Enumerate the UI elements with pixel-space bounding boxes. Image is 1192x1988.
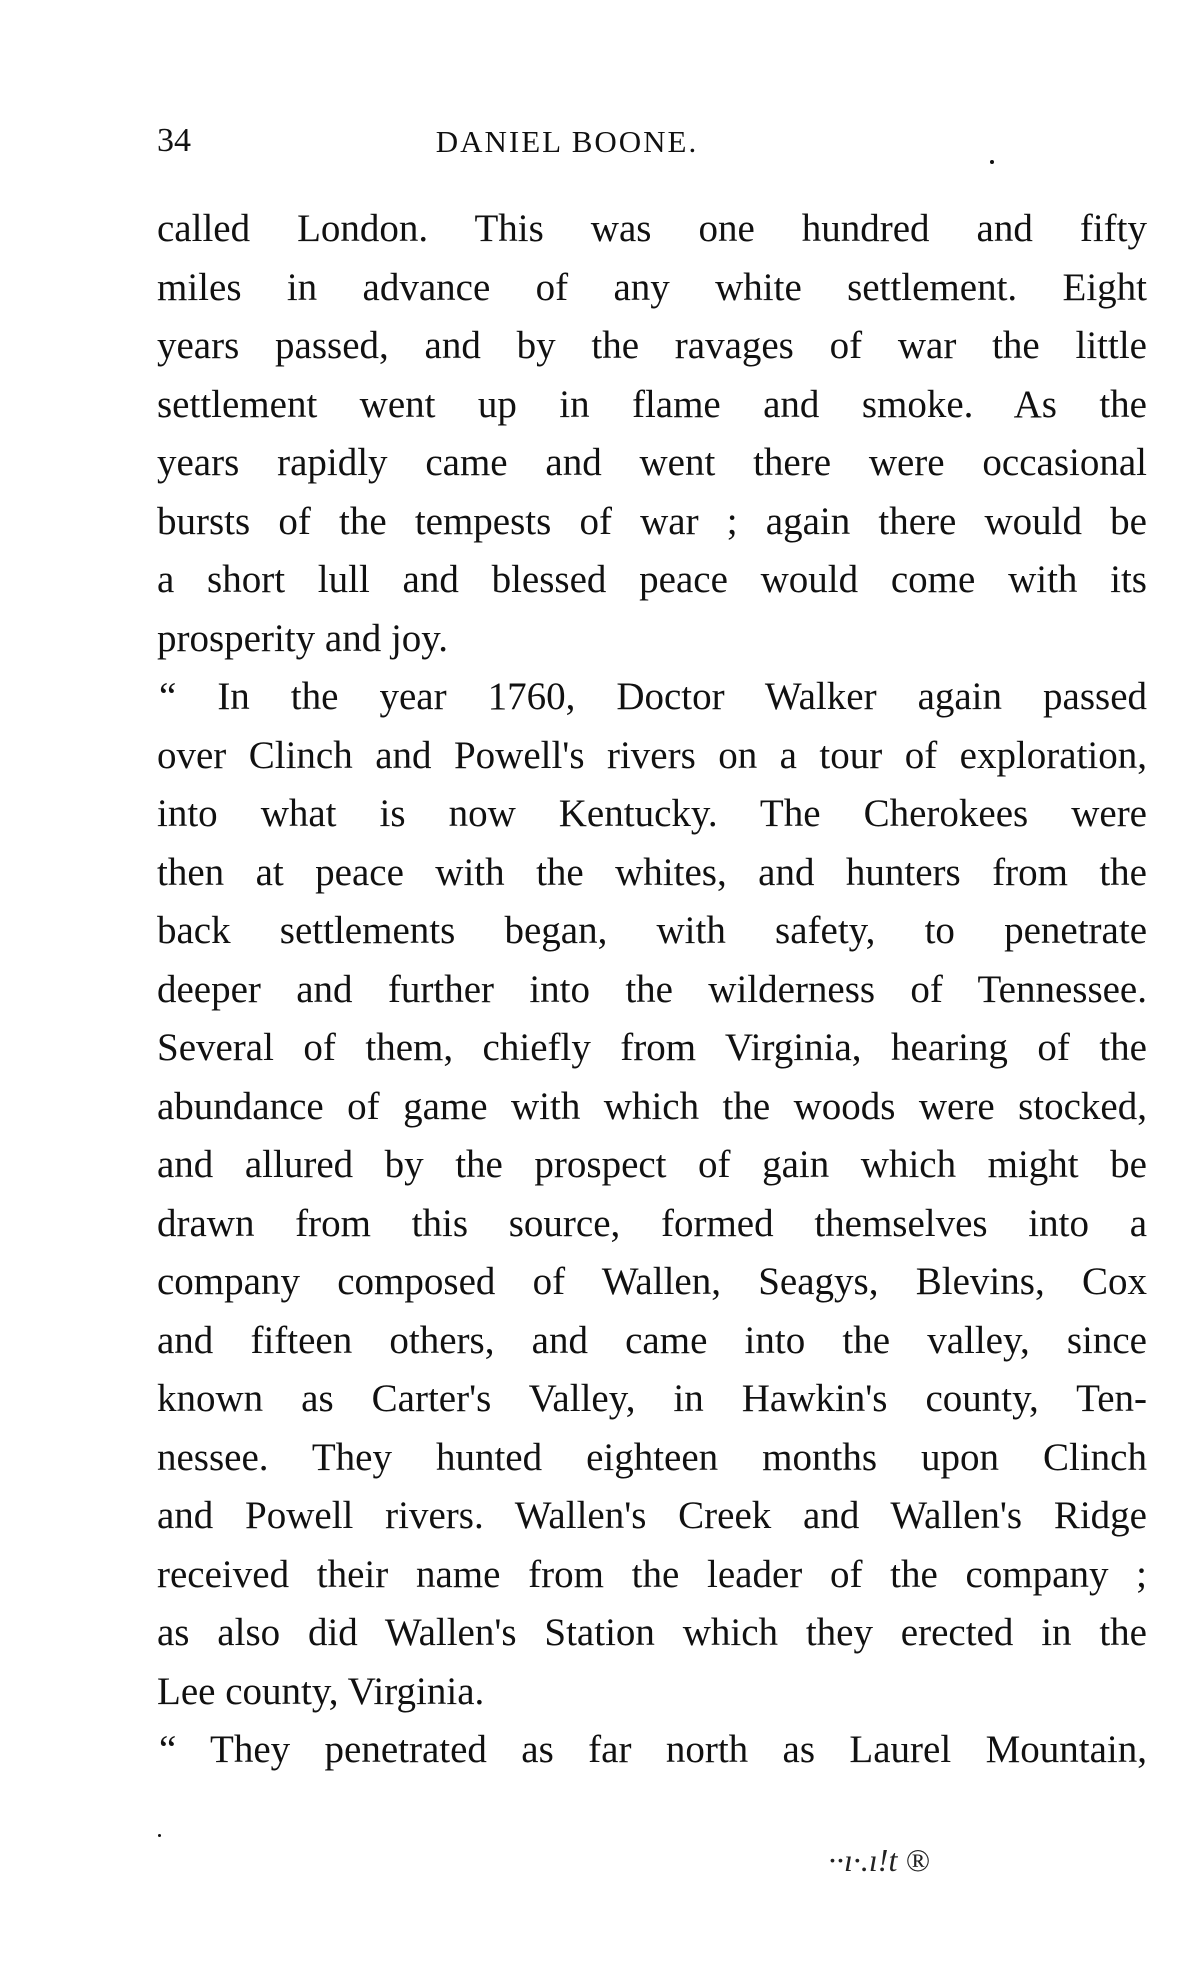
text-line: “ In the year 1760, Doctor Walker again passed (159, 675, 1147, 718)
text-line: a short lull and blessed peace would come with its (157, 558, 1147, 601)
text-line: Several of them, chiefly from Virginia, hearing of the (157, 1026, 1147, 1069)
text-line: back settlements began, with safety, to penetrate (157, 909, 1147, 952)
page-number: 34 (157, 122, 191, 159)
text-line: abundance of game with which the woods were stocked, (157, 1084, 1147, 1128)
text-line: nessee. They hunted eighteen months upon Clinch (157, 1435, 1147, 1479)
text-line: into what is now Kentucky. The Cherokees were (157, 792, 1147, 835)
digitization-watermark: ··ı·.ı!t ® (828, 1842, 930, 1878)
text-line: as also did Wallen's Station which they erected in the (157, 1611, 1147, 1654)
running-header (157, 122, 1147, 162)
text-line: and Powell rivers. Wallen's Creek and Wallen's Ridge (157, 1494, 1147, 1537)
text-line: years rapidly came and went there were occasional (157, 441, 1147, 484)
text-line: bursts of the tempests of war ; again there would be (157, 499, 1147, 543)
text-line: years passed, and by the ravages of war the little (157, 324, 1147, 367)
text-line: then at peace with the whites, and hunters from the (157, 850, 1147, 894)
text-line: miles in advance of any white settlement. Eight (157, 265, 1147, 309)
page-body (157, 200, 1147, 1780)
text-line: Lee county, Virginia. (157, 1669, 485, 1713)
text-line: and fifteen others, and came into the valley, since (157, 1318, 1147, 1362)
text-line: received their name from the leader of the company ; (157, 1552, 1147, 1596)
text-line: settlement went up in flame and smoke. As the (157, 382, 1147, 426)
speck (158, 1834, 161, 1837)
text-line: called London. This was one hundred and fifty (157, 207, 1147, 250)
text-line: and allured by the prospect of gain which might be (157, 1143, 1147, 1186)
running-title: DANIEL BOONE. (435, 124, 699, 159)
text-line: company composed of Wallen, Seagys, Blevins, Cox (157, 1260, 1147, 1303)
text-line: over Clinch and Powell's rivers on a tour of exploration, (157, 733, 1147, 777)
text-line: known as Carter's Valley, in Hawkin's county, Ten- (157, 1377, 1147, 1420)
text-line: prosperity and joy. (157, 616, 448, 660)
text-line: drawn from this source, formed themselves into a (157, 1201, 1147, 1245)
text-line: “ They penetrated as far north as Laurel Mountain, (159, 1728, 1147, 1771)
text-line: deeper and further into the wilderness of Tennessee. (157, 967, 1147, 1011)
speck (990, 160, 994, 164)
